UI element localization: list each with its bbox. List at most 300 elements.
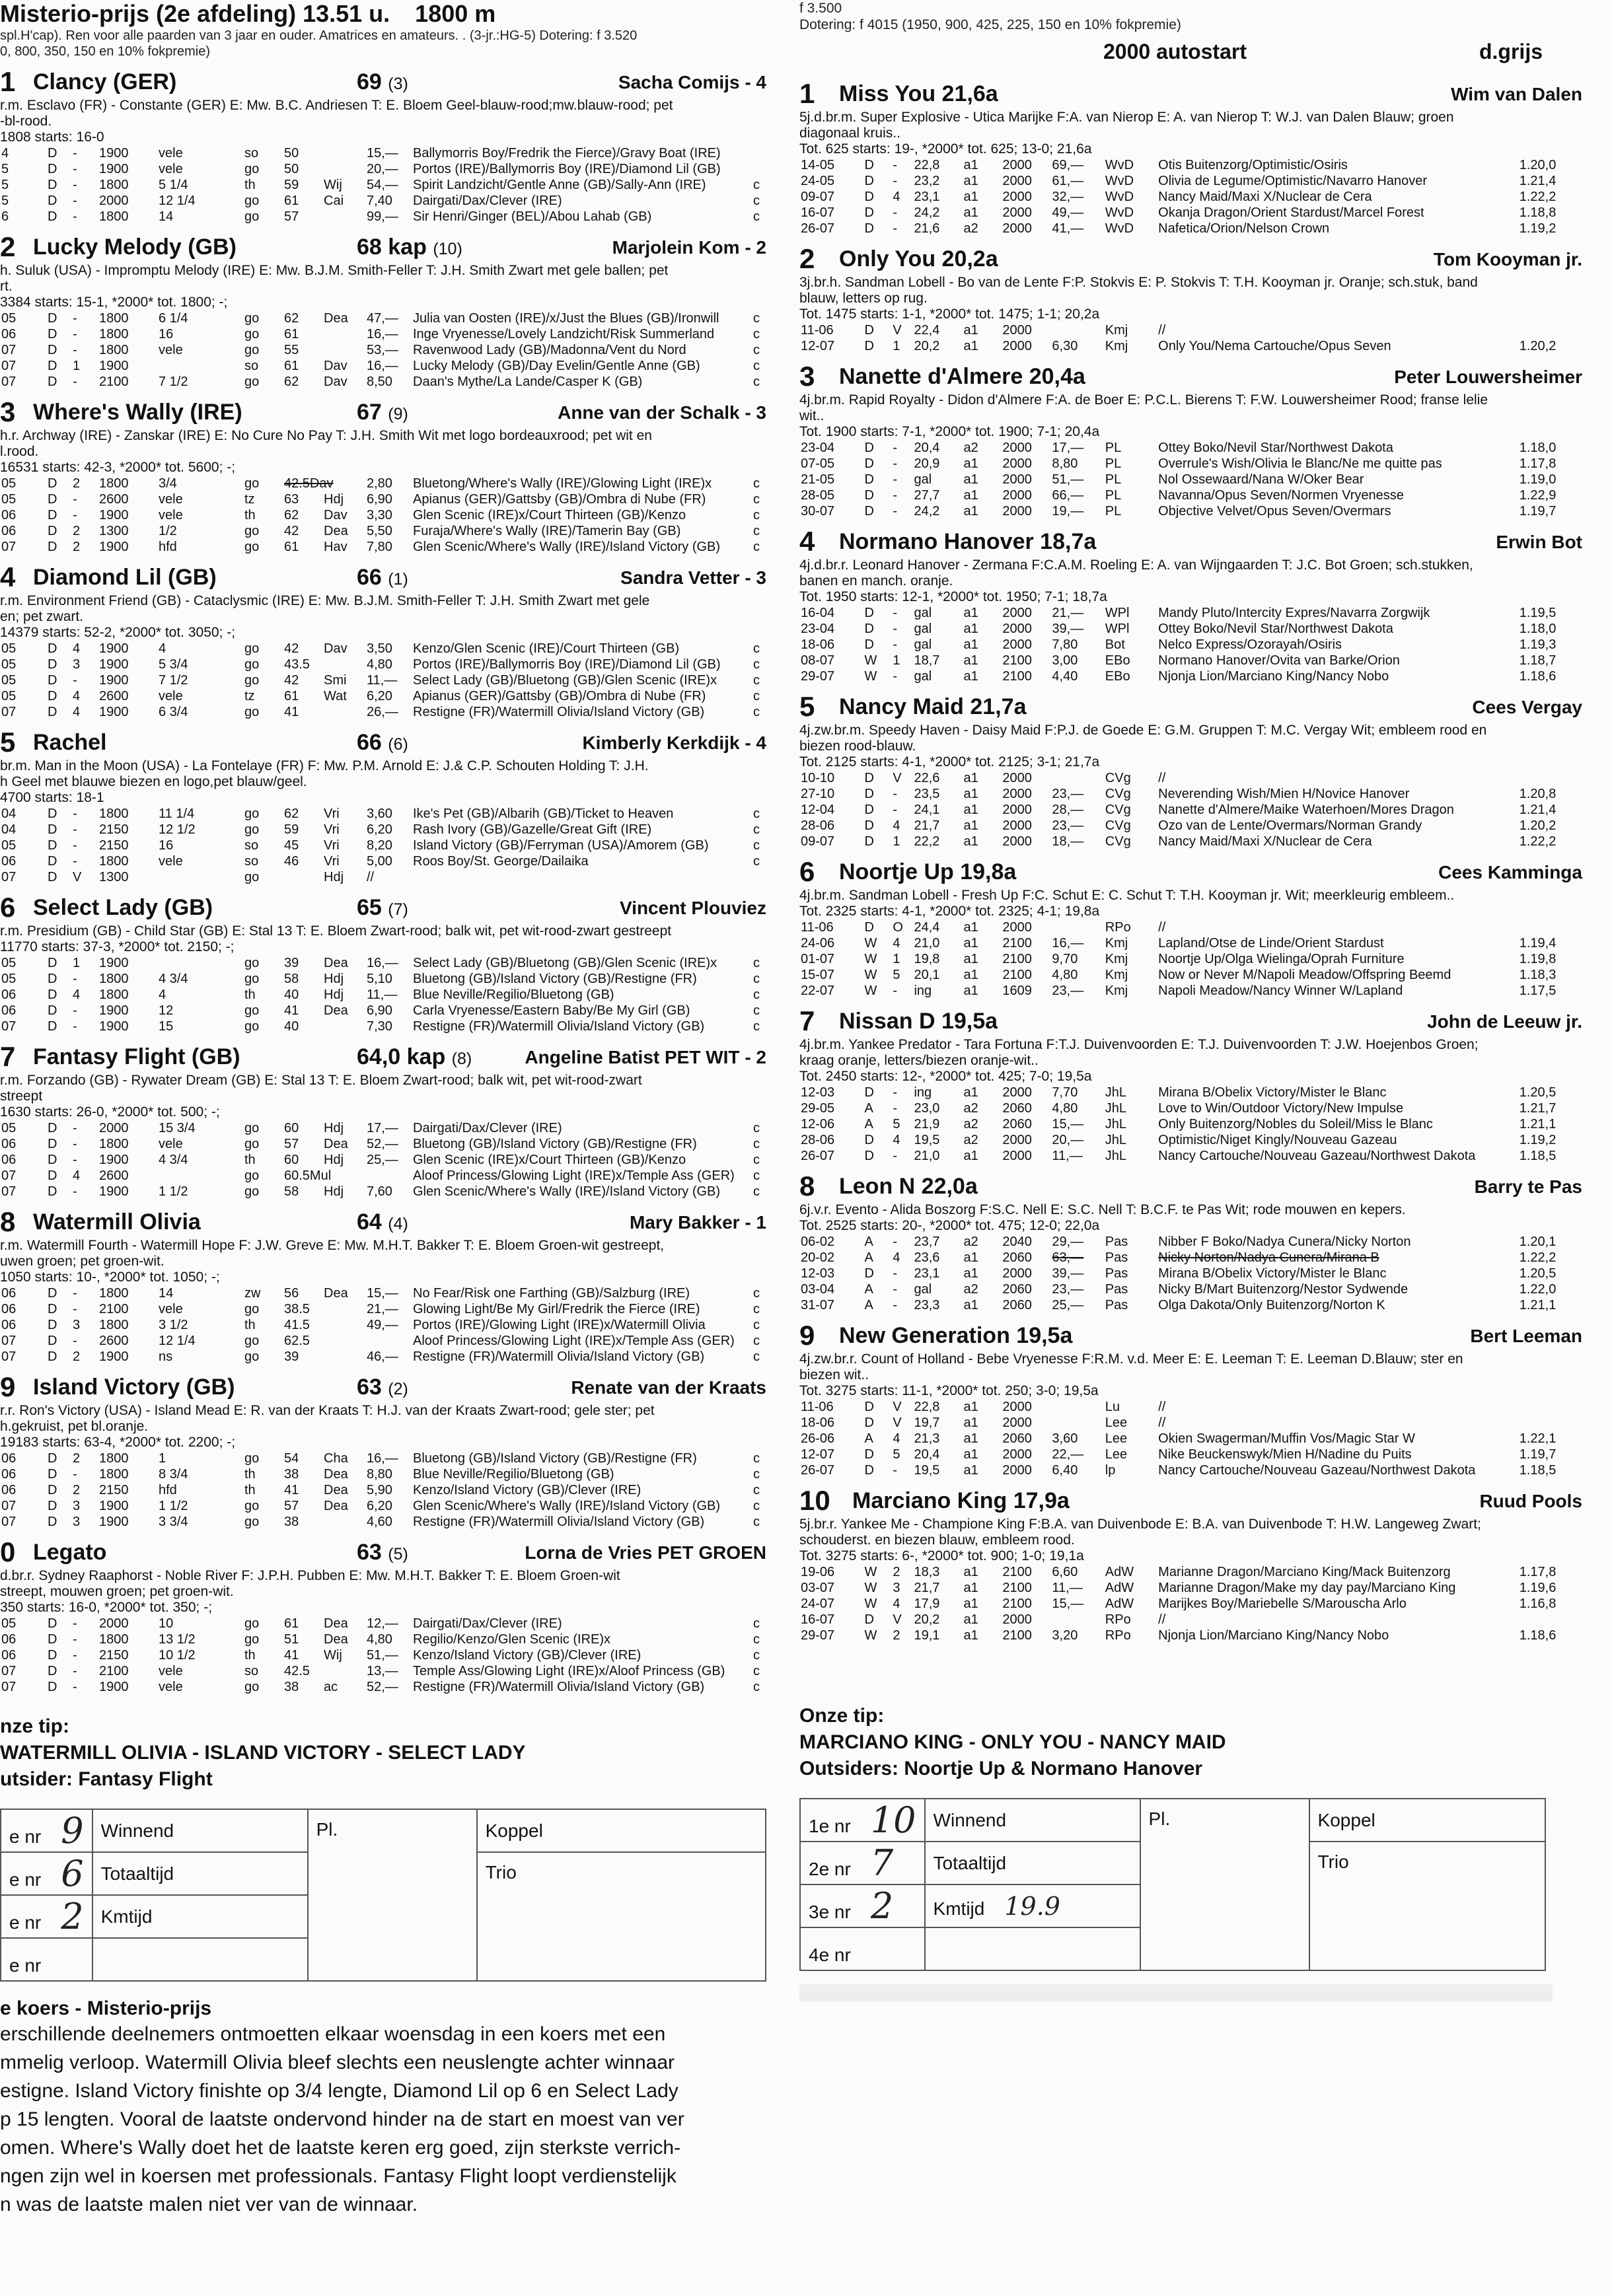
left-column bbox=[0, 0, 773, 2219]
run-cell: 8,80 bbox=[1052, 456, 1078, 471]
tip-selection: MARCIANO KING - ONLY YOU - NANCY MAID bbox=[799, 1731, 1226, 1753]
right-bet-form bbox=[799, 1798, 1546, 1971]
run-cell: 07 bbox=[1, 1680, 17, 1694]
run-cell: 2060 bbox=[1002, 1431, 1032, 1446]
run-cell: 61,— bbox=[1052, 174, 1084, 188]
run-cell: 6,20 bbox=[367, 822, 392, 837]
run-cell: 23,0 bbox=[914, 1101, 940, 1116]
run-table bbox=[0, 1616, 773, 1695]
run-cell: 19,1 bbox=[914, 1628, 940, 1643]
info-line: r.m. Esclavo (FR) - Constante (GER) E: Mw. B.C. Andriesen T: E. Bloem Geel-blauw-rood;mw.blauw-rood; pet bbox=[0, 98, 673, 113]
run-cell: - bbox=[73, 194, 77, 208]
run-cell: go bbox=[244, 1003, 260, 1018]
run-cell: 1900 bbox=[99, 1153, 129, 1167]
run-cell: 2 bbox=[73, 540, 81, 554]
bet-type-cell[interactable] bbox=[925, 1884, 1140, 1927]
run-cell: D bbox=[48, 1616, 57, 1631]
horse-number: 4 bbox=[799, 526, 815, 557]
run-cell bbox=[322, 657, 365, 672]
info-line: streept bbox=[0, 1089, 43, 1104]
run-cell: c bbox=[753, 1483, 760, 1497]
run-table bbox=[799, 1564, 1589, 1643]
bet-row bbox=[800, 1799, 1545, 1842]
horse-info bbox=[799, 1351, 1589, 1383]
run-cell: 15 3/4 bbox=[159, 1121, 196, 1135]
horse-stats: Tot. 625 starts: 19-, *2000* tot. 625; 13-0; 21,6a bbox=[799, 141, 1092, 157]
run-cell: c bbox=[753, 1616, 760, 1631]
run-cell: V bbox=[893, 771, 902, 785]
run-cell: a1 bbox=[963, 1596, 978, 1611]
run-cell: D bbox=[48, 838, 57, 853]
run-cell: vele bbox=[159, 1302, 183, 1316]
run-cell: 69,— bbox=[1052, 158, 1084, 172]
run-cell: a1 bbox=[963, 984, 978, 998]
run-cell: D bbox=[864, 441, 874, 455]
run-cell: Bluetong/Where's Wally (IRE)/Glowing Light (IRE)x bbox=[413, 476, 712, 491]
run-cell: c bbox=[753, 854, 760, 869]
handwritten-number: 7 bbox=[870, 1842, 894, 1884]
run-cell: D bbox=[48, 1334, 57, 1348]
run-cell: 23,— bbox=[1052, 787, 1084, 801]
run-cell: // bbox=[367, 870, 375, 884]
run-row bbox=[799, 1266, 1589, 1281]
run-cell: 6,30 bbox=[1052, 339, 1078, 353]
run-cell: 06 bbox=[1, 1318, 17, 1332]
run-cell: 1.22,2 bbox=[1519, 834, 1557, 849]
run-row bbox=[0, 806, 773, 822]
run-cell: 23,— bbox=[1052, 984, 1084, 998]
bet-number-cell[interactable] bbox=[1, 1852, 92, 1895]
info-line: h.gekruist, pet bl.oranje. bbox=[0, 1419, 149, 1434]
run-cell: PL bbox=[1105, 488, 1122, 503]
run-cell: 1800 bbox=[99, 1632, 129, 1647]
run-cell: c bbox=[753, 194, 760, 208]
run-row bbox=[799, 205, 1589, 221]
info-line: d.br.r. Sydney Raaphorst - Noble River F: J.P.H. Pubben E: Mw. M.H.T. Bakker T: E. Bloem Groen-wit bbox=[0, 1568, 620, 1583]
run-cell: Dea bbox=[324, 311, 348, 326]
run-cell: 07 bbox=[1, 1168, 17, 1183]
run-cell: 07 bbox=[1, 359, 17, 373]
bet-pl-cell[interactable]: Pl. bbox=[1140, 1799, 1309, 1970]
run-cell: vele bbox=[159, 508, 183, 522]
run-cell: 25,— bbox=[1052, 1298, 1084, 1312]
run-cell: 2000 bbox=[1002, 339, 1032, 353]
bet-type-cell[interactable] bbox=[925, 1842, 1140, 1884]
bet-number-cell[interactable] bbox=[800, 1799, 925, 1842]
run-cell: EBo bbox=[1105, 653, 1130, 668]
run-cell: 40 bbox=[284, 987, 299, 1002]
run-cell: 24,1 bbox=[914, 803, 940, 817]
bet-trio-cell[interactable]: Trio bbox=[1309, 1842, 1545, 1970]
run-cell: a1 bbox=[963, 637, 978, 652]
run-cell: 42 bbox=[284, 673, 299, 688]
run-cell: 3,60 bbox=[1052, 1431, 1078, 1446]
run-cell: 1.21,1 bbox=[1519, 1117, 1557, 1131]
horse-number: 4 bbox=[0, 561, 16, 592]
run-row bbox=[0, 1349, 773, 1365]
run-cell: PL bbox=[1105, 456, 1122, 471]
run-cell: 2000 bbox=[99, 194, 129, 208]
run-cell: 03-07 bbox=[801, 1581, 835, 1595]
rating-value: 66 bbox=[357, 730, 382, 755]
rating-value: 67 bbox=[357, 400, 382, 425]
run-cell: c bbox=[753, 1302, 760, 1316]
run-cell: Bluetong (GB)/Island Victory (GB)/Restigne (FR) bbox=[413, 972, 697, 986]
run-cell: a1 bbox=[963, 1085, 978, 1100]
run-cell: c bbox=[753, 1286, 760, 1301]
run-cell: gal bbox=[914, 606, 932, 620]
bet-type-cell[interactable] bbox=[92, 1895, 308, 1938]
run-cell: 06 bbox=[1, 987, 17, 1002]
run-cell: Regilio/Kenzo/Glen Scenic (IRE)x bbox=[413, 1632, 611, 1647]
handwritten-number: 10 bbox=[870, 1799, 916, 1841]
run-cell: Ravenwood Lady (GB)/Madonna/Vent du Nord bbox=[413, 343, 686, 357]
run-row bbox=[799, 1462, 1589, 1478]
bet-type-cell[interactable] bbox=[92, 1809, 308, 1852]
run-cell: 1.20,8 bbox=[1519, 787, 1557, 801]
driver-name: Cees Kamminga bbox=[1438, 862, 1582, 882]
run-cell: 4 bbox=[159, 987, 166, 1002]
run-cell: 3 bbox=[73, 657, 81, 672]
run-cell: c bbox=[753, 705, 760, 719]
run-cell: 41 bbox=[284, 1003, 299, 1018]
run-cell: 5 bbox=[1, 178, 9, 192]
run-cell: 05 bbox=[1, 492, 17, 507]
bet-number-cell[interactable] bbox=[1, 1895, 92, 1938]
run-cell: 57 bbox=[284, 209, 299, 224]
run-cell: D bbox=[864, 1133, 874, 1147]
run-cell: 11,— bbox=[367, 673, 398, 688]
run-cell: V bbox=[893, 1416, 902, 1430]
driver-name: Anne van der Schalk - 3 bbox=[558, 402, 766, 423]
run-cell: 07 bbox=[1, 1349, 17, 1364]
run-cell: 2000 bbox=[1002, 441, 1032, 455]
horse-stats: Tot. 2525 starts: 20-, *2000* tot. 475; 12-0; 22,0a bbox=[799, 1218, 1100, 1233]
run-cell: 1.18,0 bbox=[1519, 622, 1557, 636]
run-cell: Okanja Dragon/Orient Stardust/Marcel Forest bbox=[1158, 205, 1424, 220]
run-row bbox=[0, 1679, 773, 1695]
run-cell: 21,0 bbox=[914, 1149, 940, 1163]
race-subtitle: spl.H'cap). Ren voor alle paarden van 3 jaar en ouder. Amatrices en amateurs. . (3-jr.:HG-5) Dotering: f 3.520 bbox=[0, 28, 638, 43]
run-cell: go bbox=[244, 1499, 260, 1513]
bet-row-label: 4e nr bbox=[809, 1945, 851, 1965]
horse-header bbox=[799, 1485, 1589, 1517]
run-cell: Glowing Light/Be My Girl/Fredrik the Fierce (IRE) bbox=[413, 1302, 700, 1316]
run-row bbox=[0, 326, 773, 342]
run-cell: Mirana B/Obelix Victory/Mister le Blanc bbox=[1158, 1085, 1387, 1100]
run-cell: Kmj bbox=[1105, 952, 1128, 966]
run-cell: 42.5 bbox=[284, 1664, 310, 1678]
run-cell: a1 bbox=[963, 1400, 978, 1414]
handwritten-number: 2 bbox=[870, 1885, 894, 1927]
info-line: 3j.br.h. Sandman Lobell - Bo van de Lente F:P. Stokvis E: P. Stokvis T: T.H. Kooyman jr. Oranje; sch.stuk, band bbox=[799, 275, 1478, 290]
horse-name: Nancy Maid 21,7a bbox=[839, 694, 1027, 719]
bet-koppel-cell[interactable]: Koppel bbox=[1309, 1799, 1545, 1842]
run-cell: 19,5 bbox=[914, 1463, 940, 1478]
run-cell: D bbox=[864, 190, 874, 204]
run-cell: D bbox=[48, 807, 57, 821]
run-cell: 54,— bbox=[367, 178, 398, 192]
run-cell: Marianne Dragon/Marciano King/Mack Buitenzorg bbox=[1158, 1565, 1451, 1579]
run-cell: 24,2 bbox=[914, 205, 940, 220]
horse-header bbox=[799, 78, 1589, 110]
horse-header bbox=[0, 396, 773, 428]
run-cell: 5,10 bbox=[367, 972, 392, 986]
horse-name: Only You 20,2a bbox=[839, 246, 998, 271]
run-cell: Vri bbox=[324, 822, 340, 837]
run-cell: 1.21,4 bbox=[1519, 174, 1557, 188]
run-cell: 54 bbox=[284, 1451, 299, 1466]
info-line: 5j.br.r. Yankee Me - Champione King F:B.A. van Duivenbode E: B.A. van Duivenbode T: H.W. Langeweg Zwart; bbox=[799, 1517, 1481, 1532]
info-line: h. Suluk (USA) - Impromptu Melody (IRE) E: Mw. B.J.M. Smith-Feller T: J.H. Smith Zwart met gele ballen; pet bbox=[0, 263, 669, 278]
bet-type-cell[interactable] bbox=[925, 1799, 1140, 1842]
run-cell: 2 bbox=[73, 524, 81, 538]
right-column bbox=[799, 0, 1589, 2001]
run-cell: D bbox=[48, 1137, 57, 1151]
horse-stats: 1630 starts: 26-0, *2000* tot. 500; -; bbox=[0, 1104, 220, 1120]
run-cell: Select Lady (GB)/Bluetong (GB)/Glen Scenic (IRE)x bbox=[413, 956, 717, 970]
driver-name: Bert Leeman bbox=[1470, 1326, 1582, 1346]
run-cell: Kmj bbox=[1105, 984, 1128, 998]
run-cell: 17,9 bbox=[914, 1596, 940, 1611]
post-position: (10) bbox=[433, 240, 462, 258]
run-cell: c bbox=[753, 1137, 760, 1151]
bet-type-cell[interactable] bbox=[92, 1852, 308, 1895]
bet-number-cell[interactable] bbox=[800, 1842, 925, 1884]
run-row bbox=[799, 935, 1589, 951]
run-cell: 15-07 bbox=[801, 968, 835, 982]
run-cell: Island Victory (GB)/Ferryman (USA)/Amorem (GB) bbox=[413, 838, 709, 853]
run-cell: 18-06 bbox=[801, 1416, 835, 1430]
run-cell: - bbox=[893, 803, 897, 817]
run-cell: 1900 bbox=[99, 146, 129, 161]
horse-name: Lucky Melody (GB) bbox=[33, 234, 237, 260]
run-cell: 4,60 bbox=[367, 1515, 392, 1529]
run-cell: c bbox=[753, 1467, 760, 1482]
run-cell: 8 3/4 bbox=[159, 1467, 188, 1482]
run-cell: - bbox=[73, 854, 77, 869]
run-cell: vele bbox=[159, 146, 183, 161]
run-cell: hfd bbox=[159, 540, 177, 554]
run-cell: 62 bbox=[284, 508, 299, 522]
run-cell: 06 bbox=[1, 1153, 17, 1167]
run-cell: - bbox=[73, 1664, 77, 1678]
run-cell: Restigne (FR)/Watermill Olivia/Island Victory (GB) bbox=[413, 1680, 705, 1694]
run-cell: Glen Scenic/Where's Wally (IRE)/Island Victory (GB) bbox=[413, 1184, 721, 1199]
info-line: en; pet zwart. bbox=[0, 609, 84, 624]
run-cell: Overrule's Wish/Olivia le Blanc/Ne me quitte pas bbox=[1158, 456, 1442, 471]
run-row bbox=[0, 476, 773, 491]
run-cell: 1800 bbox=[99, 1286, 129, 1301]
run-cell: 63 bbox=[284, 492, 299, 507]
run-cell: 05 bbox=[1, 956, 17, 970]
run-cell: Ballymorris Boy/Fredrik the Fierce)/Gravy Boat (IRE) bbox=[413, 146, 721, 161]
run-cell: go bbox=[244, 343, 260, 357]
run-cell: 2 bbox=[73, 1483, 81, 1497]
run-cell: 2000 bbox=[1002, 637, 1032, 652]
run-cell: 52,— bbox=[367, 1137, 398, 1151]
bet-number-cell[interactable] bbox=[800, 1927, 925, 1970]
run-cell: Nanette d'Almere/Maike Waterhoen/Mores Dragon bbox=[1158, 803, 1454, 817]
handwritten-number: 6 bbox=[61, 1853, 84, 1894]
run-cell: tz bbox=[244, 492, 255, 507]
run-cell: D bbox=[48, 194, 57, 208]
run-cell: 2100 bbox=[1002, 936, 1032, 951]
run-cell: Sir Henri/Ginger (BEL)/Abou Lahab (GB) bbox=[413, 209, 652, 224]
horse-name: Noortje Up 19,8a bbox=[839, 859, 1017, 884]
run-row bbox=[0, 177, 773, 193]
horse-info bbox=[0, 1073, 773, 1104]
run-cell: a1 bbox=[963, 1628, 978, 1643]
run-cell: Dea bbox=[324, 524, 348, 538]
run-cell: 26-07 bbox=[801, 1463, 835, 1478]
run-cell: D bbox=[864, 472, 874, 487]
run-cell: D bbox=[864, 339, 874, 353]
info-line: 6j.v.r. Evento - Alida Boszorg F:S.C. Nell E: S.C. Nell T: B.C.F. te Pas Wit; rode mouwen en kepers. bbox=[799, 1202, 1406, 1217]
bet-type-cell[interactable] bbox=[925, 1927, 1140, 1970]
run-cell: D bbox=[864, 1266, 874, 1281]
run-cell: W bbox=[864, 952, 877, 966]
run-cell: 6,60 bbox=[1052, 1565, 1078, 1579]
bet-trio-cell[interactable]: Trio bbox=[477, 1852, 766, 1981]
run-cell: 1800 bbox=[99, 1467, 129, 1482]
run-cell: 20,9 bbox=[914, 456, 940, 471]
run-cell: 28,— bbox=[1052, 803, 1084, 817]
run-row bbox=[0, 342, 773, 358]
bet-number-cell[interactable] bbox=[1, 1809, 92, 1852]
run-cell: 12-03 bbox=[801, 1266, 835, 1281]
run-cell: 41 bbox=[284, 705, 299, 719]
horse-name: Marciano King 17,9a bbox=[852, 1488, 1070, 1513]
run-cell: - bbox=[893, 1149, 897, 1163]
run-row bbox=[799, 1628, 1589, 1643]
run-cell: 42 bbox=[284, 524, 299, 538]
run-cell: 59 bbox=[284, 178, 299, 192]
bet-type-cell[interactable] bbox=[92, 1938, 308, 1981]
driver-name: Cees Vergay bbox=[1472, 697, 1582, 717]
run-cell: WvD bbox=[1105, 174, 1134, 188]
run-cell bbox=[322, 1349, 365, 1365]
run-cell: 1.19,7 bbox=[1519, 1447, 1557, 1462]
run-cell: - bbox=[893, 1463, 897, 1478]
run-cell: 4 bbox=[73, 689, 81, 703]
horse-entry bbox=[799, 243, 1589, 354]
run-cell: 24-07 bbox=[801, 1596, 835, 1611]
tip-outsider: utsider: Fantasy Flight bbox=[0, 1768, 213, 1790]
run-cell: 16,— bbox=[367, 1451, 398, 1466]
run-cell: a1 bbox=[963, 504, 978, 519]
run-cell: 05 bbox=[1, 1616, 17, 1631]
run-row bbox=[799, 802, 1589, 818]
run-cell: 5,90 bbox=[367, 1483, 392, 1497]
run-row bbox=[799, 221, 1589, 236]
run-cell: 05 bbox=[1, 657, 17, 672]
rating-value: 64 bbox=[357, 1209, 382, 1235]
bet-koppel-cell[interactable]: Koppel bbox=[477, 1809, 766, 1852]
run-cell: V bbox=[893, 1400, 902, 1414]
run-cell: a1 bbox=[963, 1298, 978, 1312]
run-cell: 06 bbox=[1, 1451, 17, 1466]
run-cell: D bbox=[48, 476, 57, 491]
run-cell: 5 3/4 bbox=[159, 657, 188, 672]
run-cell: D bbox=[48, 673, 57, 688]
bet-number-cell[interactable] bbox=[800, 1884, 925, 1927]
run-cell: vele bbox=[159, 689, 183, 703]
run-cell: 1800 bbox=[99, 1137, 129, 1151]
run-row bbox=[799, 967, 1589, 983]
right-pre-1: f 3.500 bbox=[799, 1, 842, 16]
run-cell: 26-07 bbox=[801, 1149, 835, 1163]
run-cell: 1/2 bbox=[159, 524, 177, 538]
run-cell: // bbox=[1158, 1416, 1166, 1430]
bet-pl-cell[interactable]: Pl. bbox=[308, 1809, 477, 1981]
run-cell: 20,2 bbox=[914, 339, 940, 353]
run-row bbox=[0, 1003, 773, 1019]
horse-header bbox=[799, 1170, 1589, 1202]
rating-value: 66 bbox=[357, 565, 382, 590]
run-cell: D bbox=[48, 822, 57, 837]
run-cell: Njonja Lion/Marciano King/Nancy Nobo bbox=[1158, 1628, 1389, 1643]
run-cell: go bbox=[244, 162, 260, 176]
run-table bbox=[0, 145, 773, 225]
driver-name: Sacha Comijs - 4 bbox=[618, 72, 766, 92]
horse-stats: Tot. 2125 starts: 4-1, *2000* tot. 2125; 3-1; 21,7a bbox=[799, 754, 1100, 770]
run-cell: hfd bbox=[159, 1483, 177, 1497]
run-cell: 06 bbox=[1, 1467, 17, 1482]
run-cell: Pas bbox=[1105, 1266, 1128, 1281]
run-cell: c bbox=[753, 689, 760, 703]
run-cell: 8,80 bbox=[367, 1467, 392, 1482]
info-line: r.m. Presidium (GB) - Child Star (GB) E: Stal 13 T: E. Bloem Zwart-rood; balk wit, pet wit-rood-zwart gestreept bbox=[0, 923, 672, 939]
horse-info bbox=[0, 593, 773, 625]
run-cell: Vri bbox=[324, 807, 340, 821]
run-cell: c bbox=[753, 1632, 760, 1647]
run-cell: - bbox=[73, 807, 77, 821]
run-row bbox=[0, 1136, 773, 1152]
left-tip bbox=[0, 1713, 773, 1793]
run-cell: go bbox=[244, 807, 260, 821]
run-cell: Love to Win/Outdoor Victory/New Impulse bbox=[1158, 1101, 1404, 1116]
run-cell: a2 bbox=[963, 1133, 978, 1147]
run-cell: Nancy Cartouche/Nouveau Gazeau/Northwest Dakota bbox=[1158, 1463, 1476, 1478]
run-cell: 7 1/2 bbox=[159, 375, 188, 389]
run-cell: W bbox=[864, 984, 877, 998]
bet-number-cell[interactable] bbox=[1, 1938, 92, 1981]
run-cell: Olga Dakota/Only Buitenzorg/Norton K bbox=[1158, 1298, 1385, 1312]
run-cell: D bbox=[48, 146, 57, 161]
run-cell: 2000 bbox=[1002, 1085, 1032, 1100]
run-cell: 1.18,6 bbox=[1519, 669, 1557, 684]
run-row bbox=[0, 1466, 773, 1482]
run-cell: 1.19,5 bbox=[1519, 606, 1557, 620]
run-cell: 1900 bbox=[99, 657, 129, 672]
run-cell: 1300 bbox=[99, 524, 129, 538]
run-cell: c bbox=[753, 508, 760, 522]
horse-info bbox=[0, 1238, 773, 1270]
tip-label: nze tip: bbox=[0, 1715, 69, 1737]
info-line: biezen wit.. bbox=[799, 1367, 869, 1382]
run-cell: 61 bbox=[284, 327, 299, 341]
run-cell: PL bbox=[1105, 441, 1122, 455]
bet-row bbox=[1, 1809, 766, 1852]
run-cell: 21,7 bbox=[914, 818, 940, 833]
run-cell: - bbox=[73, 1334, 77, 1348]
run-cell: c bbox=[753, 1499, 760, 1513]
horse-entry bbox=[799, 361, 1589, 519]
run-cell: 1900 bbox=[99, 705, 129, 719]
run-cell: 1.18,8 bbox=[1519, 205, 1557, 220]
run-cell: go bbox=[244, 657, 260, 672]
